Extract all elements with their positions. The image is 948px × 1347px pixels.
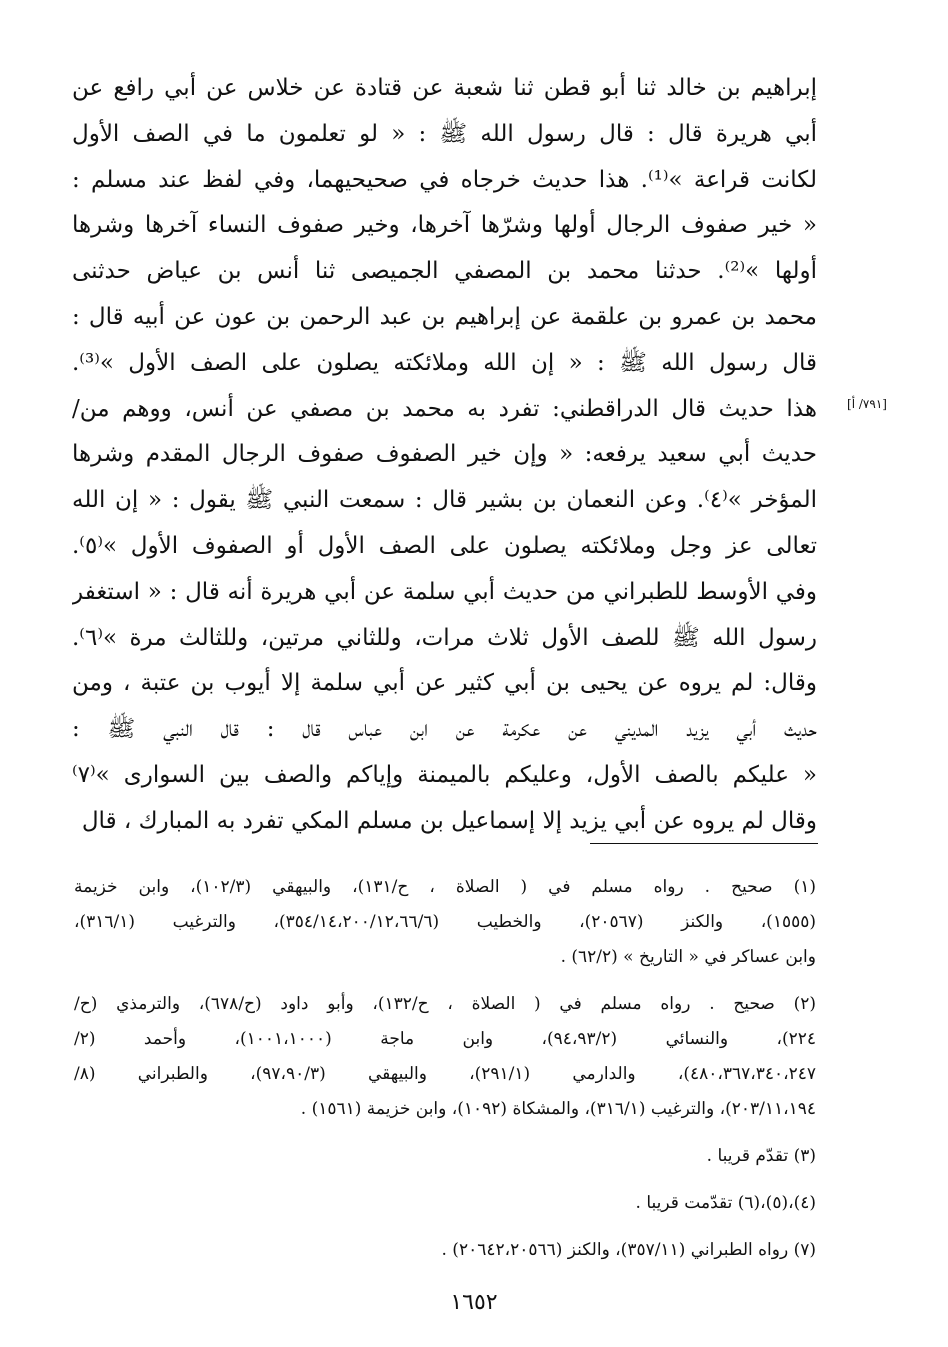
footnote-1: [74, 870, 816, 975]
footnote-7: [74, 1233, 816, 1268]
text-line: « عليكم بالصف الأول، وعليكم بالميمنة وإياكم والصف بين السوارى »⁽٧⁾: [72, 761, 817, 788]
text-line: محمد بن عمرو بن علقمة عن إبراهيم بن عبد الرحمن بن عون عن أبيه قال :: [72, 303, 817, 330]
text-line: قال رسول الله ﷺ : « إن الله وملائكته يصلون على الصف الأول »⁽³⁾.: [72, 349, 817, 376]
text-line: وفي الأوسط للطبراني من حديث أبي سلمة عن أبي هريرة أنه قال : « استغفر: [72, 578, 817, 605]
footnote-line: (٢) صحيح . رواه مسلم في ( الصلاة ، ح/١٣٢)، وأبو داود (ح/٦٧٨)، والترمذي (ح/: [74, 994, 816, 1014]
text-line: هذا حديث قال الدراقطني: تفرد به محمد بن مصفي عن أنس، ووهم من/: [72, 395, 817, 422]
footnote-line: (٣) تقدّم قريبا .: [706, 1146, 816, 1166]
footnote-line: وابن عساكر في « التاريخ » (٦٢/٢) .: [560, 947, 816, 967]
text-line: رسول الله ﷺ للصف الأول ثلاث مرات، وللثاني مرتين، وللثالث مرة »⁽٦⁾.: [72, 624, 817, 651]
footnote-line: ٢٢٤)، والنسائي (٩٤،٩٣/٢)، وابن ماجة (١٠٠١،١٠٠٠)، وأحمد (٢/: [74, 1029, 816, 1049]
footnote-3: [74, 1139, 816, 1174]
footnote-4-6: [74, 1186, 816, 1221]
text-line: وقال: لم يروه عن يحيى بن أبي كثير عن أبي سلمة إلا أيوب بن عتبة ، ومن: [72, 670, 817, 697]
text-line: لكانت قراعة »⁽¹⁾. هذا حديث خرجاه في صحيحيهما، وفي لفظ عند مسلم :: [72, 166, 817, 193]
footnote-line: (٧) رواه الطبراني (٣٥٧/١١)، والكنز (٢٠٦٤٢،٢٠٥٦٦) .: [441, 1240, 816, 1260]
text-line: « خير صفوف الرجال أولها وشرّها آخرها، وخير صفوف النساء آخرها وشرها: [72, 212, 817, 239]
text-line: تعالى عز وجل وملائكته يصلون على الصف الأول أو الصفوف الأول »⁽٥⁾.: [72, 532, 817, 559]
footnote-line: ٢٠٣/١١،١٩٤)، والترغيب (٣١٦/١)، والمشكاة (١٠٩٢)، وابن خزيمة (١٥٦١) .: [300, 1099, 816, 1119]
text-line: إبراهيم بن خالد ثنا أبو قطن ثنا شعبة عن قتادة عن خلاس عن أبي رافع عن: [72, 75, 817, 101]
footnote-2: [74, 987, 816, 1127]
text-line: حديث أبي يزيد المديني عن عكرمة عن ابن عباس قال : قال النبي ﷺ :: [72, 716, 817, 743]
footnote-line: (١٥٥٥)، والكنز (٢٠٥٦٧)، والخطيب (٣٥٤/١٤،٢٠٠/١٢،٦٦/٦)، والترغيب (٣١٦/١)،: [74, 912, 816, 932]
manuscript-folio-marker: [٧٩١/ أ]: [847, 397, 887, 411]
main-text: [72, 66, 817, 845]
page-number: ١٦٥٢: [450, 1290, 498, 1315]
footnote-line: ٤٨٠،٣٦٧،٣٤٠،٢٤٧)، والدارمي (٢٩١/١)، والبيهقي (٩٧،٩٠/٣)، والطبراني (٨/: [74, 1064, 816, 1084]
footnote-line: (٤)،(٥)،(٦) تقدّمت قريبا .: [635, 1193, 816, 1213]
footnote-line: (١) صحيح . رواه مسلم في ( الصلاة ، ح/١٣١)، والبيهقي (١٠٢/٣)، وابن خزيمة: [74, 877, 816, 897]
footnotes: [74, 870, 816, 1280]
text-line: المؤخر »⁽٤⁾. وعن النعمان بن بشير قال : سمعت النبي ﷺ يقول : « إن الله: [72, 487, 817, 514]
text-line: أولها »⁽²⁾. حدثنا محمد بن المصفي الجميصى ثنا أنس بن عياض حدثنى: [72, 258, 817, 285]
text-line: حديث أبي سعيد يرفعه: « وإن خير الصفوف صفوف الرجال المقدم وشرها: [72, 441, 817, 468]
text-line: وقال لم يروه عن أبي يزيد إلا إسماعيل بن مسلم المكي تفرد به المبارك ، قال: [81, 807, 817, 834]
text-line: أبي هريرة قال : قال رسول الله ﷺ : « لو تعلمون ما في الصف الأول: [72, 120, 817, 147]
footnote-separator: [590, 843, 818, 844]
